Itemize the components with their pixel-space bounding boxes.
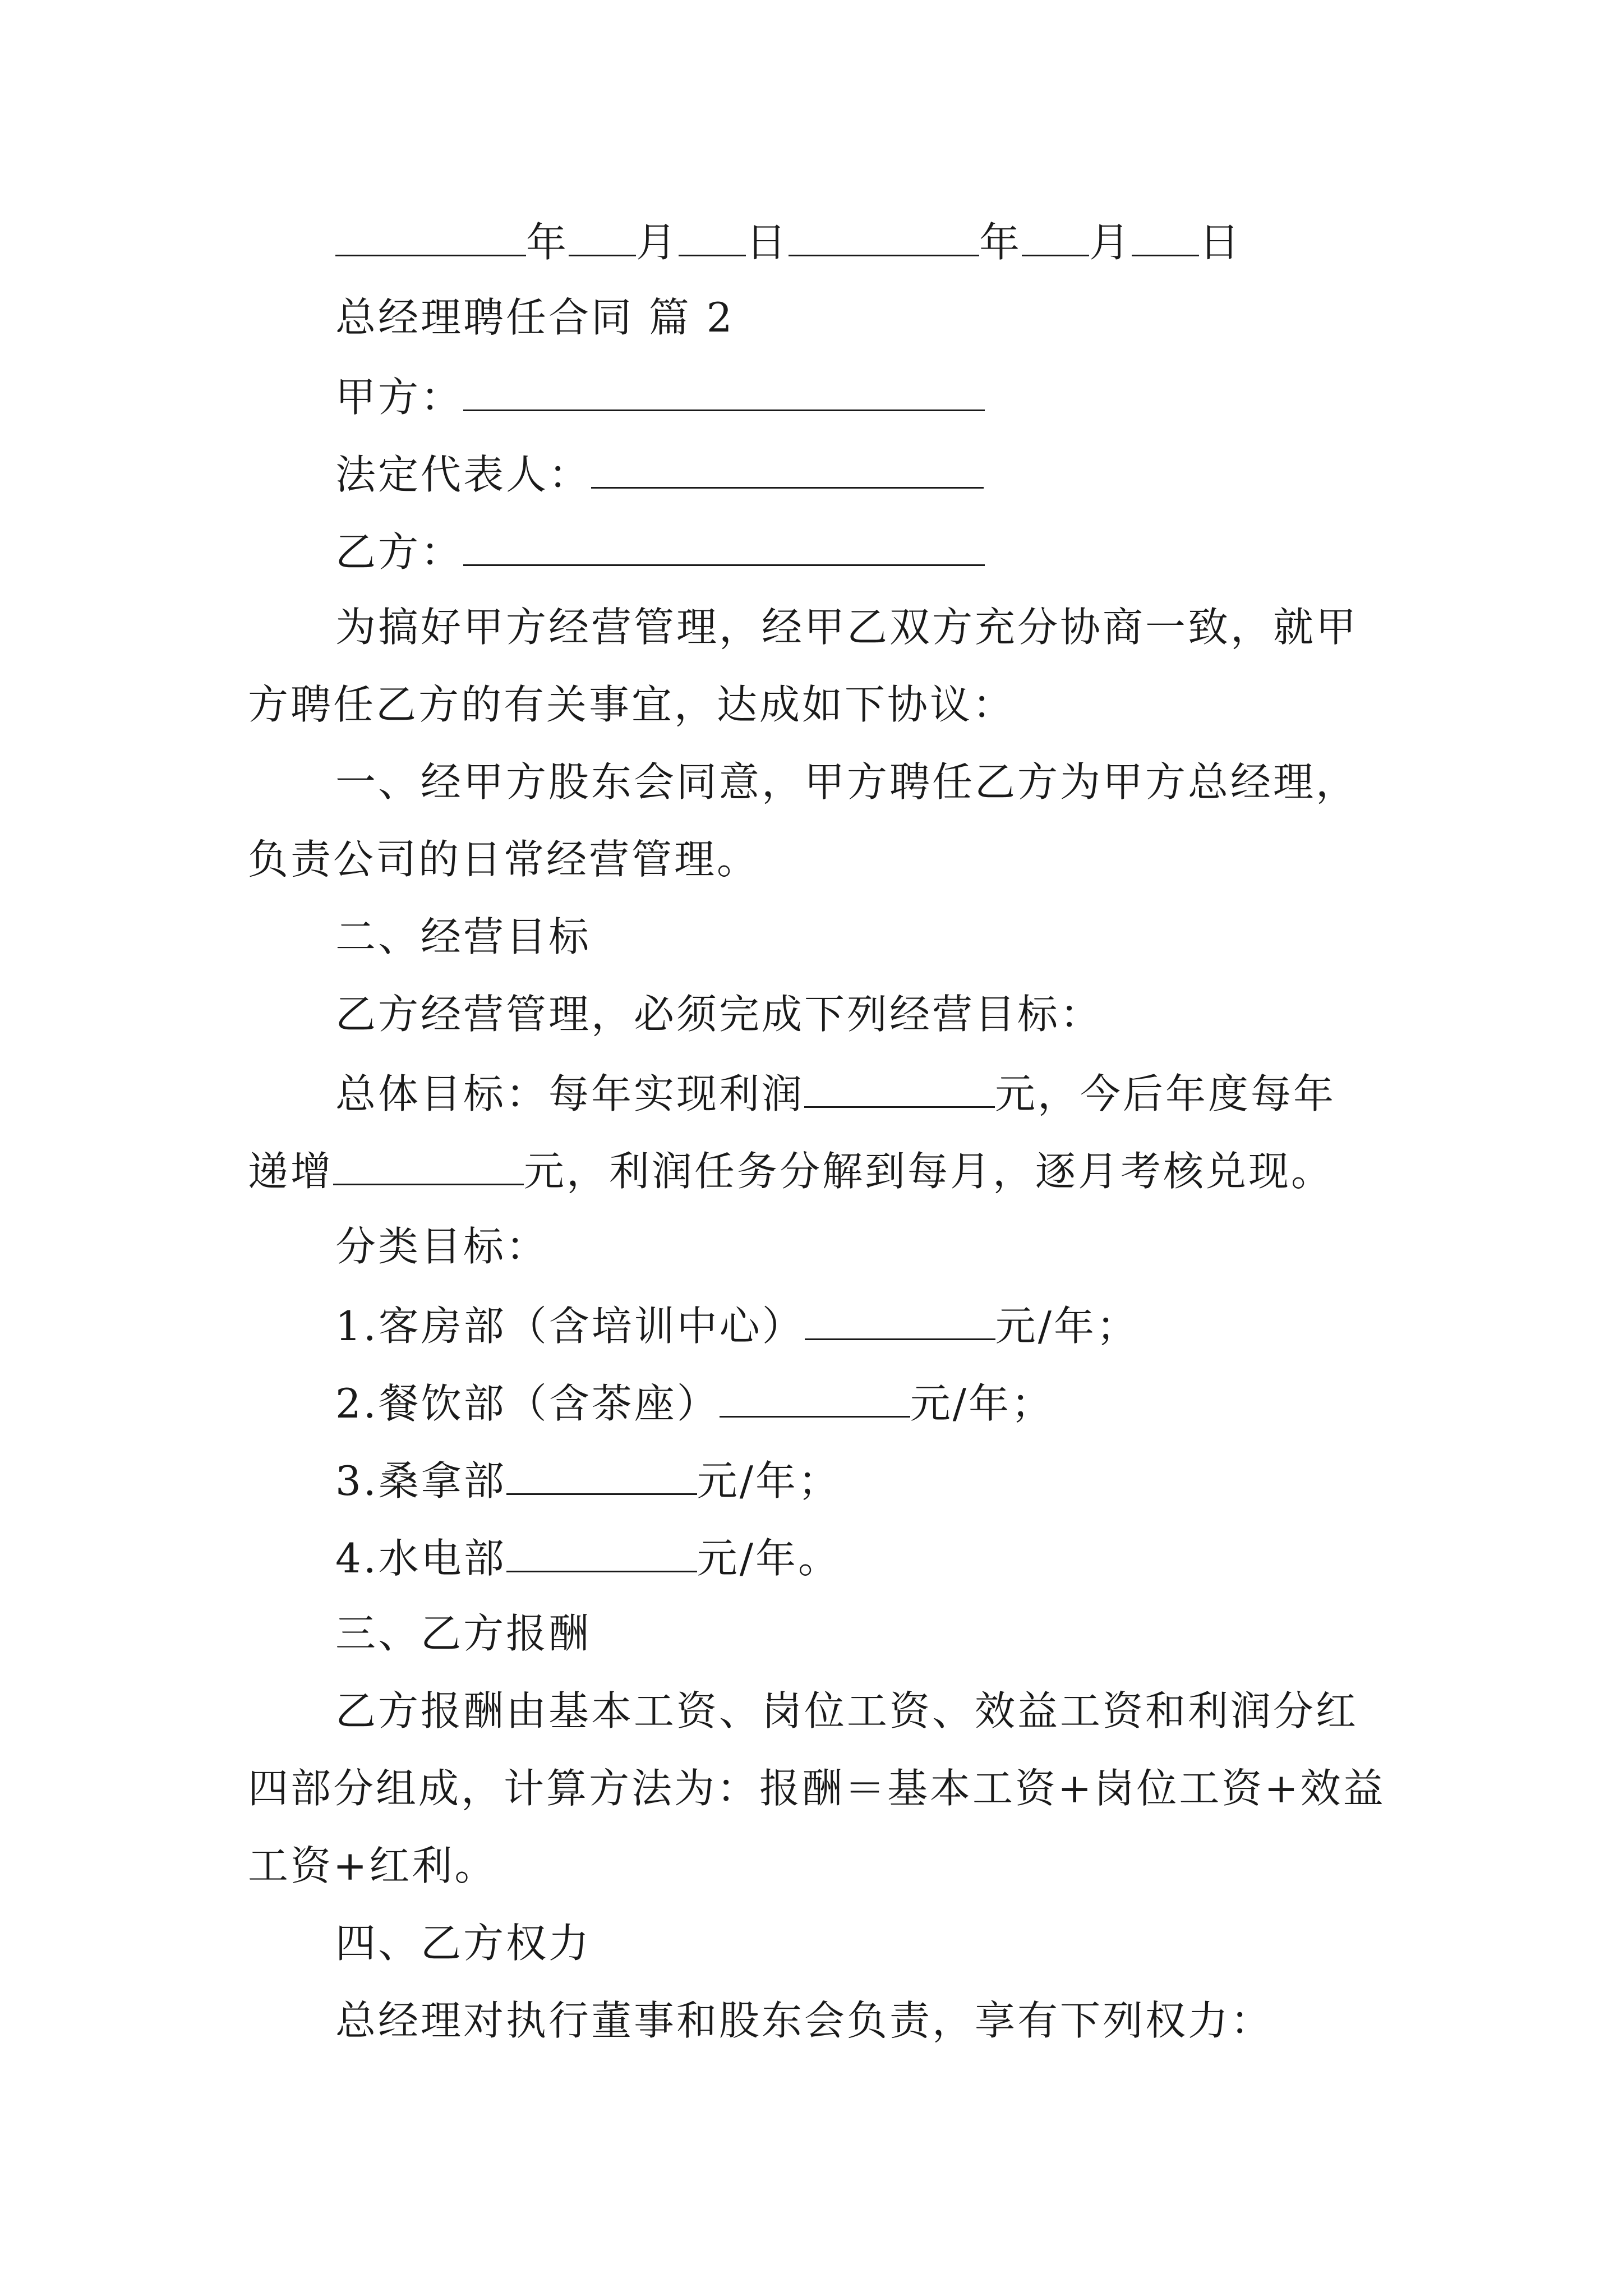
blank-field: [591, 452, 984, 489]
year-label: 年: [526, 219, 569, 266]
clause2-text: 乙方经营管理，必须完成下列经营目标：: [335, 991, 1103, 1038]
day-label: 日: [1199, 219, 1242, 266]
category-item: [335, 1380, 1054, 1427]
blank-field: [463, 530, 985, 566]
blank-field: [789, 220, 979, 256]
blank-field: [1022, 220, 1089, 256]
clause2-heading: 二、经营目标: [335, 913, 592, 960]
blank-field: [805, 1304, 995, 1340]
party-b-line: [335, 528, 985, 576]
category-name: 1.客房部（含培训中心）: [335, 1303, 805, 1350]
clause3-line-2: 四部分组成，计算方法为：报酬＝基本工资+岗位工资+效益: [248, 1765, 1386, 1812]
day-label: 日: [746, 219, 789, 266]
overall-target-text: 总体目标：每年实现利润: [335, 1070, 805, 1117]
blank-field: [506, 1536, 697, 1572]
category-unit: 元/年；: [910, 1380, 1054, 1427]
overall-target-text: 元，利润任务分解到每月，逐月考核兑现。: [524, 1148, 1334, 1195]
category-item: [335, 1303, 1139, 1350]
clause1-line-1: 一、经甲方股东会同意，甲方聘任乙方为甲方总经理，: [335, 758, 1359, 806]
overall-target-line-2: [248, 1148, 1334, 1195]
blank-field: [463, 375, 985, 411]
document-title: 总经理聘任合同 篇 2: [335, 294, 735, 341]
category-item: [335, 1535, 841, 1582]
overall-target-text: 元，今后年度每年: [995, 1070, 1336, 1117]
category-unit: 元/年。: [697, 1535, 841, 1582]
category-unit: 元/年；: [995, 1303, 1139, 1350]
clause1-line-2: 负责公司的日常经营管理。: [248, 836, 760, 883]
overall-target-line-1: [335, 1070, 1336, 1117]
overall-target-text: 递增: [248, 1148, 334, 1195]
clause3-line-3: 工资+红利。: [248, 1842, 497, 1889]
month-label: 月: [636, 219, 679, 266]
blank-field: [720, 1381, 910, 1418]
clause4-heading: 四、乙方权力: [335, 1920, 592, 1967]
category-name: 4.水电部: [335, 1535, 506, 1582]
date-line: [335, 219, 1242, 266]
blank-field: [679, 220, 746, 256]
blank-field: [569, 220, 636, 256]
legal-rep-label: 法定代表人：: [335, 451, 592, 498]
party-a-line: [335, 374, 985, 421]
month-label: 月: [1089, 219, 1132, 266]
category-unit: 元/年；: [697, 1457, 841, 1504]
category-item: [335, 1457, 841, 1504]
clause3-heading: 三、乙方报酬: [335, 1610, 592, 1657]
legal-rep-line: [335, 451, 984, 498]
blank-field: [335, 220, 526, 256]
blank-field: [804, 1071, 995, 1108]
intro-line-2: 方聘任乙方的有关事宜，达成如下协议：: [248, 681, 1016, 728]
clause4-text: 总经理对执行董事和股东会负责，享有下列权力：: [335, 1997, 1274, 2044]
clause3-line-1: 乙方报酬由基本工资、岗位工资、效益工资和利润分红: [335, 1687, 1359, 1734]
blank-field: [1132, 220, 1199, 256]
category-heading: 分类目标：: [335, 1223, 549, 1270]
year-label: 年: [979, 219, 1022, 266]
party-a-label: 甲方：: [335, 374, 464, 421]
intro-line-1: 为搞好甲方经营管理，经甲乙双方充分协商一致，就甲: [335, 604, 1359, 651]
category-name: 2.餐饮部（含茶座）: [335, 1380, 720, 1427]
category-name: 3.桑拿部: [335, 1457, 506, 1504]
blank-field: [333, 1149, 524, 1185]
party-b-label: 乙方：: [335, 528, 464, 576]
blank-field: [506, 1458, 697, 1495]
